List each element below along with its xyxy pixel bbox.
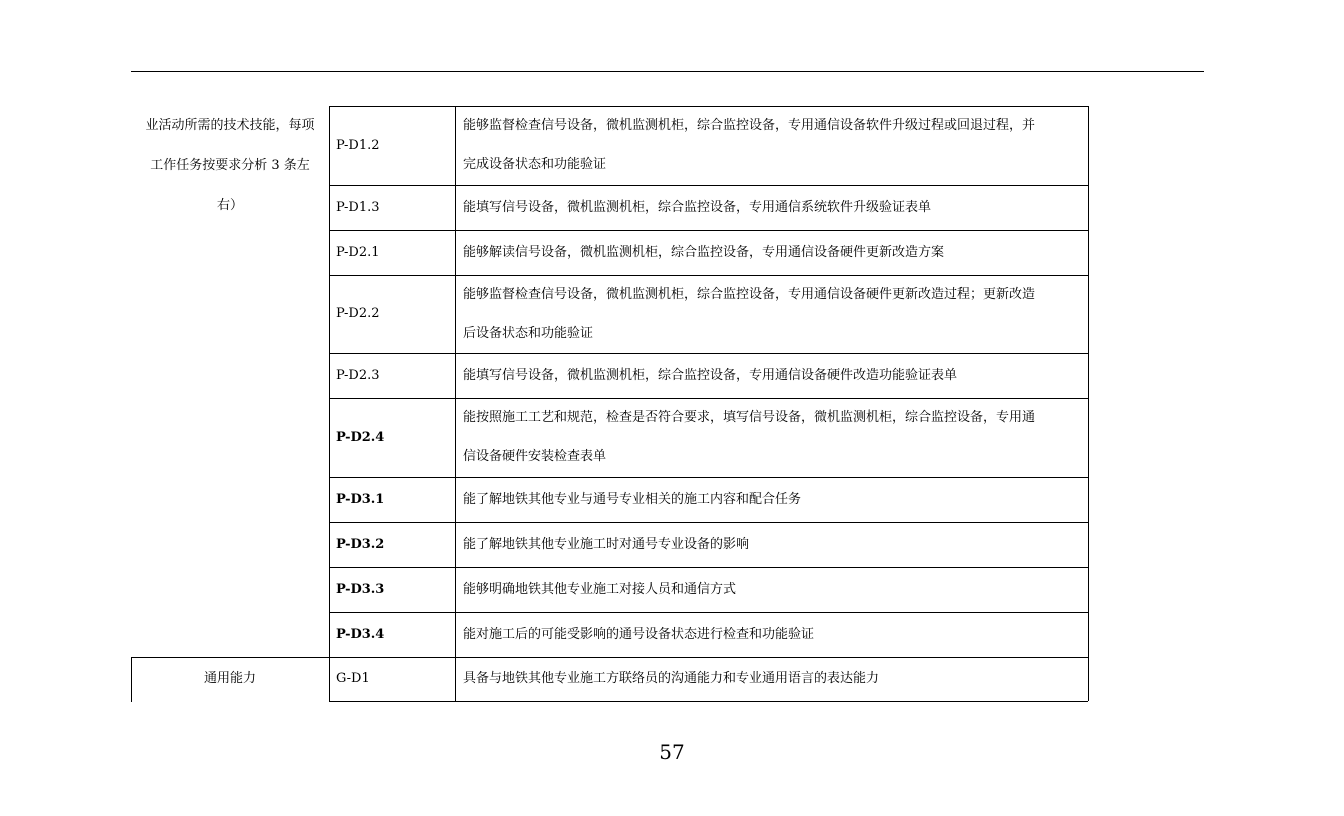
row-description: 能填写信号设备，微机监测机柜，综合监控设备，专用通信系统软件升级验证表单 [463,200,932,215]
row-description: 信设备硬件安装检查表单 [463,449,607,464]
row-description: 能了解地铁其他专业与通号专业相关的施工内容和配合任务 [463,492,802,507]
general-ability-label: 通用能力 [203,671,256,686]
left-column-line-1: 业活动所需的技术技能，每项 [145,118,315,133]
row-code: P-D1.2 [336,138,380,153]
row-description: 能填写信号设备，微机监测机柜，综合监控设备，专用通信设备硬件改造功能验证表单 [463,368,958,383]
column-border [1088,106,1089,701]
row-code: P-D2.4 [336,430,385,445]
row-code: P-D3.3 [336,582,385,597]
left-column-line-2: 工作任务按要求分析 3 条左 [150,158,310,173]
row-description: 能对施工后的可能受影响的通号设备状态进行检查和功能验证 [463,627,815,642]
row-code: P-D1.3 [336,200,380,215]
row-description: 能够监督检查信号设备，微机监测机柜，综合监控设备，专用通信设备软件升级过程或回退过程，并 [463,118,1036,133]
page-number: 57 [659,740,685,764]
row-border [329,701,1088,702]
column-border [455,106,456,701]
left-column-line-3: 右） [216,198,243,213]
row-code: P-D3.1 [336,492,385,507]
row-code: P-D2.2 [336,306,380,321]
row-description: 完成设备状态和功能验证 [463,157,607,172]
row-code: P-D3.2 [336,537,385,552]
header-rule [131,71,1204,72]
row-code: P-D3.4 [336,627,385,642]
row-code: P-D2.3 [336,368,380,383]
row-code: P-D2.1 [336,245,380,260]
row-description: 能够明确地铁其他专业施工对接人员和通信方式 [463,582,737,597]
row-description: 具备与地铁其他专业施工方联络员的沟通能力和专业通用语言的表达能力 [463,671,880,686]
column-border [329,106,330,701]
row-description: 能够监督检查信号设备，微机监测机柜，综合监控设备，专用通信设备硬件更新改造过程；更新改造 [463,287,1036,302]
row-description: 能了解地铁其他专业施工时对通号专业设备的影响 [463,537,750,552]
row-description: 后设备状态和功能验证 [463,326,594,341]
row-description: 能够解读信号设备，微机监测机柜，综合监控设备，专用通信设备硬件更新改造方案 [463,245,945,260]
row-code: G-D1 [336,671,370,686]
row-description: 能按照施工工艺和规范，检查是否符合要求，填写信号设备，微机监测机柜，综合监控设备，专用通 [463,410,1036,425]
